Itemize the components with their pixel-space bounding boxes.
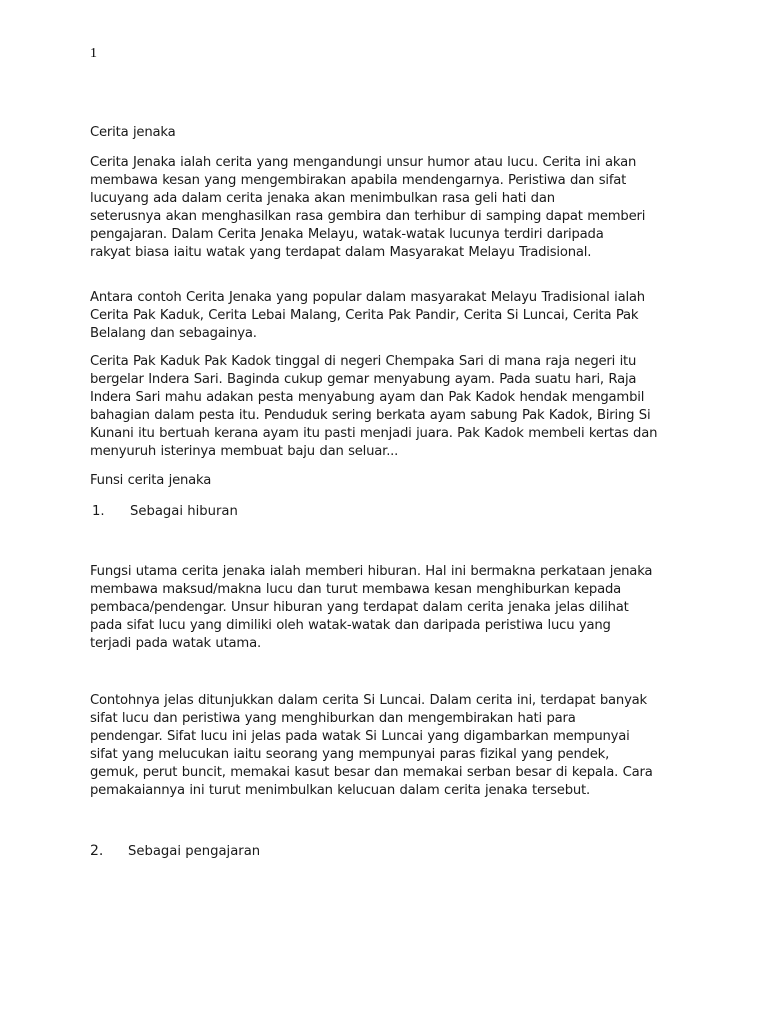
- paragraph-line: membawa maksud/makna lucu dan turut membawa kesan menghiburkan kepada: [90, 582, 621, 597]
- paragraph-line: Cerita Jenaka ialah cerita yang mengandungi unsur humor atau lucu. Cerita ini akan: [90, 155, 637, 170]
- page-number: 1: [90, 46, 97, 61]
- list-label: Sebagai hiburan: [130, 504, 238, 519]
- paragraph-line: Indera Sari mahu adakan pesta menyabung ayam dan Pak Kadok hendak mengambil: [90, 390, 645, 405]
- paragraph-definition: [90, 154, 690, 262]
- paragraph-line: Antara contoh Cerita Jenaka yang popular dalam masyarakat Melayu Tradisional ialah: [90, 290, 645, 305]
- paragraph-line: pemakaiannya ini turut menimbulkan kelucuan dalam cerita jenaka tersebut.: [90, 783, 590, 798]
- paragraph-line: seterusnya akan menghasilkan rasa gembira dan terhibur di samping dapat memberi: [90, 209, 646, 224]
- paragraph-line: sifat lucu dan peristiwa yang menghiburkan dan mengembirakan hati para: [90, 711, 576, 726]
- paragraph-line: bahagian dalam pesta itu. Penduduk sering berkata ayam sabung Pak Kadok, Biring Si: [90, 408, 651, 423]
- section-heading: [90, 472, 690, 490]
- paragraph-line: sifat yang melucukan iaitu seorang yang mempunyai paras fizikal yang pendek,: [90, 747, 610, 762]
- section-heading-text: Funsi cerita jenaka: [90, 473, 212, 488]
- paragraph-line: Kunani itu bertuah kerana ayam itu pasti menjadi juara. Pak Kadok membeli kertas dan: [90, 426, 658, 441]
- paragraph-si-luncai: [90, 692, 690, 800]
- paragraph-line: Cerita Pak Kaduk Pak Kadok tinggal di negeri Chempaka Sari di mana raja negeri itu: [90, 354, 637, 369]
- paragraph-line: lucuyang ada dalam cerita jenaka akan menimbulkan rasa geli hati dan: [90, 191, 555, 206]
- heading-text: Cerita jenaka: [90, 125, 176, 140]
- paragraph-line: terjadi pada watak utama.: [90, 636, 261, 651]
- list-item: [92, 503, 238, 521]
- paragraph-line: Contohnya jelas ditunjukkan dalam cerita Si Luncai. Dalam cerita ini, terdapat banyak: [90, 693, 647, 708]
- paragraph-line: pendengar. Sifat lucu ini jelas pada watak Si Luncai yang digambarkan mempunyai: [90, 729, 630, 744]
- paragraph-line: rakyat biasa iaitu watak yang terdapat dalam Masyarakat Melayu Tradisional.: [90, 245, 592, 260]
- paragraph-line: pada sifat lucu yang dimiliki oleh watak-watak dan daripada peristiwa lucu yang: [90, 618, 611, 633]
- paragraph-line: Belalang dan sebagainya.: [90, 326, 257, 341]
- paragraph-hiburan: [90, 563, 690, 653]
- paragraph-line: pembaca/pendengar. Unsur hiburan yang terdapat dalam cerita jenaka jelas dilihat: [90, 600, 629, 615]
- paragraph-line: pengajaran. Dalam Cerita Jenaka Melayu, watak-watak lucunya terdiri daripada: [90, 227, 604, 242]
- paragraph-examples: [90, 289, 690, 343]
- list-label: Sebagai pengajaran: [128, 844, 261, 859]
- list-number: 2.: [90, 843, 104, 859]
- paragraph-line: bergelar Indera Sari. Baginda cukup gemar menyabung ayam. Pada suatu hari, Raja: [90, 372, 637, 387]
- paragraph-pak-kaduk: [90, 353, 690, 461]
- list-number: 1.: [92, 504, 105, 519]
- paragraph-line: Cerita Pak Kaduk, Cerita Lebai Malang, Cerita Pak Pandir, Cerita Si Luncai, Cerita Pak: [90, 308, 639, 323]
- paragraph-line: gemuk, perut buncit, memakai kasut besar dan memakai serban besar di kepala. Cara: [90, 765, 653, 780]
- paragraph-line: Fungsi utama cerita jenaka ialah memberi hiburan. Hal ini bermakna perkataan jenaka: [90, 564, 653, 579]
- list-item: [90, 842, 260, 861]
- paragraph-line: membawa kesan yang mengembirakan apabila mendengarnya. Peristiwa dan sifat: [90, 173, 627, 188]
- paragraph-line: menyuruh isterinya membuat baju dan seluar...: [90, 444, 399, 459]
- document-heading: [90, 124, 690, 142]
